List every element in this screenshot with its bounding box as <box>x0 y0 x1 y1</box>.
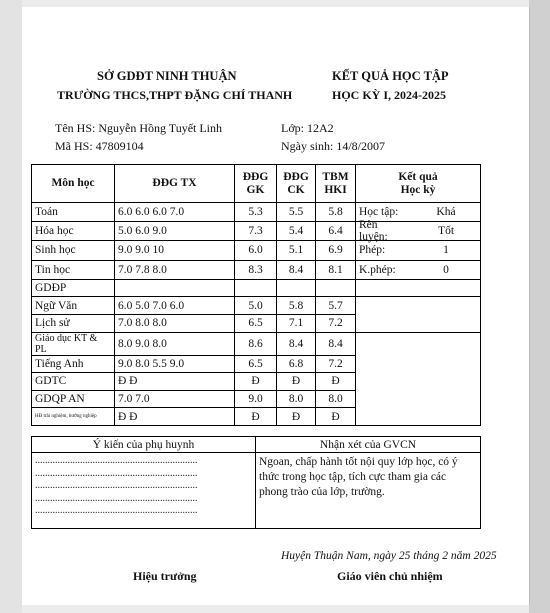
tx-cell: 9.0 8.0 5.5 9.0 <box>115 355 235 373</box>
student-id-row <box>55 139 144 154</box>
gk-cell: 8.3 <box>235 260 277 279</box>
student-class-label: Lớp: <box>281 121 305 135</box>
gk-cell: 9.0 <box>235 390 277 408</box>
gk-cell: Đ <box>235 373 277 391</box>
tbm-cell: 8.1 <box>316 260 356 279</box>
principal-signature-label: Hiệu trưởng <box>133 569 197 583</box>
parent-opinion-box <box>32 453 256 529</box>
gk-cell: 8.6 <box>235 332 277 355</box>
tx-cell: 8.0 9.0 8.0 <box>115 332 235 355</box>
tx-cell: 6.0 6.0 6.0 7.0 <box>115 203 235 222</box>
grades-table <box>31 164 481 426</box>
teacher-signature-label: Giáo viên chủ nhiệm <box>337 569 443 583</box>
teacher-comment-header: Nhận xét của GVCN <box>256 437 481 453</box>
result-empty-cell <box>356 332 481 425</box>
ck-cell: 5.5 <box>277 203 316 222</box>
tx-cell: 5.0 6.0 9.0 <box>115 222 235 241</box>
viewer-right-margin <box>529 0 550 613</box>
tbm-cell: 5.8 <box>316 203 356 222</box>
subject-cell: Ngữ Văn <box>32 297 115 315</box>
gk-cell <box>235 279 277 297</box>
subject-cell: GDĐP <box>32 279 115 297</box>
tbm-cell: 8.4 <box>316 332 356 355</box>
tbm-cell: 6.9 <box>316 241 356 260</box>
student-name-label: Tên HS: <box>55 121 96 135</box>
student-id: 47809104 <box>95 139 144 153</box>
result-empty-cell <box>356 297 481 332</box>
ck-cell: 7.1 <box>277 314 316 332</box>
ck-cell: 5.8 <box>277 297 316 315</box>
comments-table <box>31 436 481 529</box>
gk-cell: 6.5 <box>235 355 277 373</box>
subject-cell: Hóa học <box>32 222 115 241</box>
subject-cell: Tin học <box>32 260 115 279</box>
report-term: HỌC KỲ I, 2024-2025 <box>332 88 446 102</box>
parent-opinion-header: Ý kiến của phụ huynh <box>32 437 256 453</box>
result-summary <box>356 203 481 280</box>
result-row: K.phép: 0 <box>359 263 449 276</box>
subject-cell: Lịch sử <box>32 314 115 332</box>
tx-cell: 9.0 9.0 10 <box>115 241 235 260</box>
report-title: KẾT QUẢ HỌC TẬP <box>332 69 449 83</box>
department-name: SỞ GDĐT NINH THUẬN <box>97 69 237 83</box>
tx-cell: Đ Đ <box>115 408 235 426</box>
ck-cell: Đ <box>277 373 316 391</box>
ck-cell: 8.0 <box>277 390 316 408</box>
tx-cell: 7.0 7.0 <box>115 390 235 408</box>
gk-cell: Đ <box>235 408 277 426</box>
tx-cell <box>115 279 235 297</box>
student-dob: 14/8/2007 <box>336 139 386 153</box>
ck-cell <box>277 279 316 297</box>
ck-cell: 6.8 <box>277 355 316 373</box>
place-date: Huyện Thuận Nam, ngày 25 tháng 2 năm 2025 <box>281 550 497 562</box>
header-subject: Môn học <box>32 165 115 203</box>
result-row: Phép: 1 <box>356 241 480 260</box>
tbm-cell: 5.7 <box>316 297 356 315</box>
ck-cell: 5.4 <box>277 222 316 241</box>
student-name-row <box>55 121 222 136</box>
header-ddg-ck: ĐĐG CK <box>277 165 316 203</box>
tbm-cell: Đ <box>316 408 356 426</box>
header-ddg-gk: ĐĐG GK <box>235 165 277 203</box>
student-id-label: Mã HS: <box>55 139 93 153</box>
gk-cell: 6.5 <box>235 314 277 332</box>
table-row <box>32 332 481 355</box>
gk-cell: 5.3 <box>235 203 277 222</box>
school-name: TRƯỜNG THCS,THPT ĐẶNG CHÍ THANH <box>57 88 293 102</box>
gk-cell: 5.0 <box>235 297 277 315</box>
ck-cell: 5.1 <box>277 241 316 260</box>
student-class: 12A2 <box>307 121 334 135</box>
tbm-cell: 7.2 <box>316 355 356 373</box>
student-class-row <box>281 121 334 136</box>
subject-cell: Tiếng Anh <box>32 355 115 373</box>
tx-cell: 7.0 8.0 8.0 <box>115 314 235 332</box>
result-row: Rèn luyện: Tốt <box>356 222 480 241</box>
viewer-left-margin <box>0 0 22 613</box>
tx-cell: 6.0 5.0 7.0 6.0 <box>115 297 235 315</box>
subject-cell: GDQP AN <box>32 390 115 408</box>
tbm-cell: 6.4 <box>316 222 356 241</box>
gk-cell: 7.3 <box>235 222 277 241</box>
subject-cell: Sinh học <box>32 241 115 260</box>
table-row <box>32 297 481 315</box>
student-dob-row <box>281 139 385 154</box>
dotted-line: ................................................................. <box>35 455 198 466</box>
ck-cell: 8.4 <box>277 332 316 355</box>
tbm-cell: 7.2 <box>316 314 356 332</box>
subject-cell: Giáo dục KT & PL <box>32 332 115 355</box>
student-dob-label: Ngày sinh: <box>281 139 334 153</box>
ck-cell: Đ <box>277 408 316 426</box>
subject-cell: Toán <box>32 203 115 222</box>
dotted-line: ................................................................. <box>35 467 198 479</box>
tx-cell: Đ Đ <box>115 373 235 391</box>
table-row <box>32 203 481 222</box>
header-ddg-tx: ĐĐG TX <box>115 165 235 203</box>
table-row <box>32 279 481 297</box>
tx-cell: 7.0 7.8 8.0 <box>115 260 235 279</box>
dotted-line: ................................................................. <box>35 480 198 491</box>
subject-cell: GDTC <box>32 373 115 391</box>
tbm-cell: Đ <box>316 373 356 391</box>
result-empty-cell <box>356 279 481 297</box>
student-name: Nguyễn Hồng Tuyết Linh <box>98 121 223 135</box>
result-row: Học tập: Khá <box>356 203 480 222</box>
dotted-line: ................................................................. <box>35 505 198 516</box>
gk-cell: 6.0 <box>235 241 277 260</box>
dotted-line: ................................................................. <box>35 492 198 504</box>
header-result: Kết quả Học kỳ <box>356 165 481 203</box>
teacher-comment-text: Ngoan, chấp hành tốt nội quy lớp học, có ý thức trong học tập, tích cực tham gia các phong trào của lớp, trường. <box>256 453 481 529</box>
tbm-cell <box>316 279 356 297</box>
ck-cell: 8.4 <box>277 260 316 279</box>
subject-cell: HĐ trải nghiệm, hướng nghiệp <box>32 408 115 426</box>
tbm-cell: 8.0 <box>316 390 356 408</box>
header-tbm-hki: TBM HKI <box>316 165 356 203</box>
